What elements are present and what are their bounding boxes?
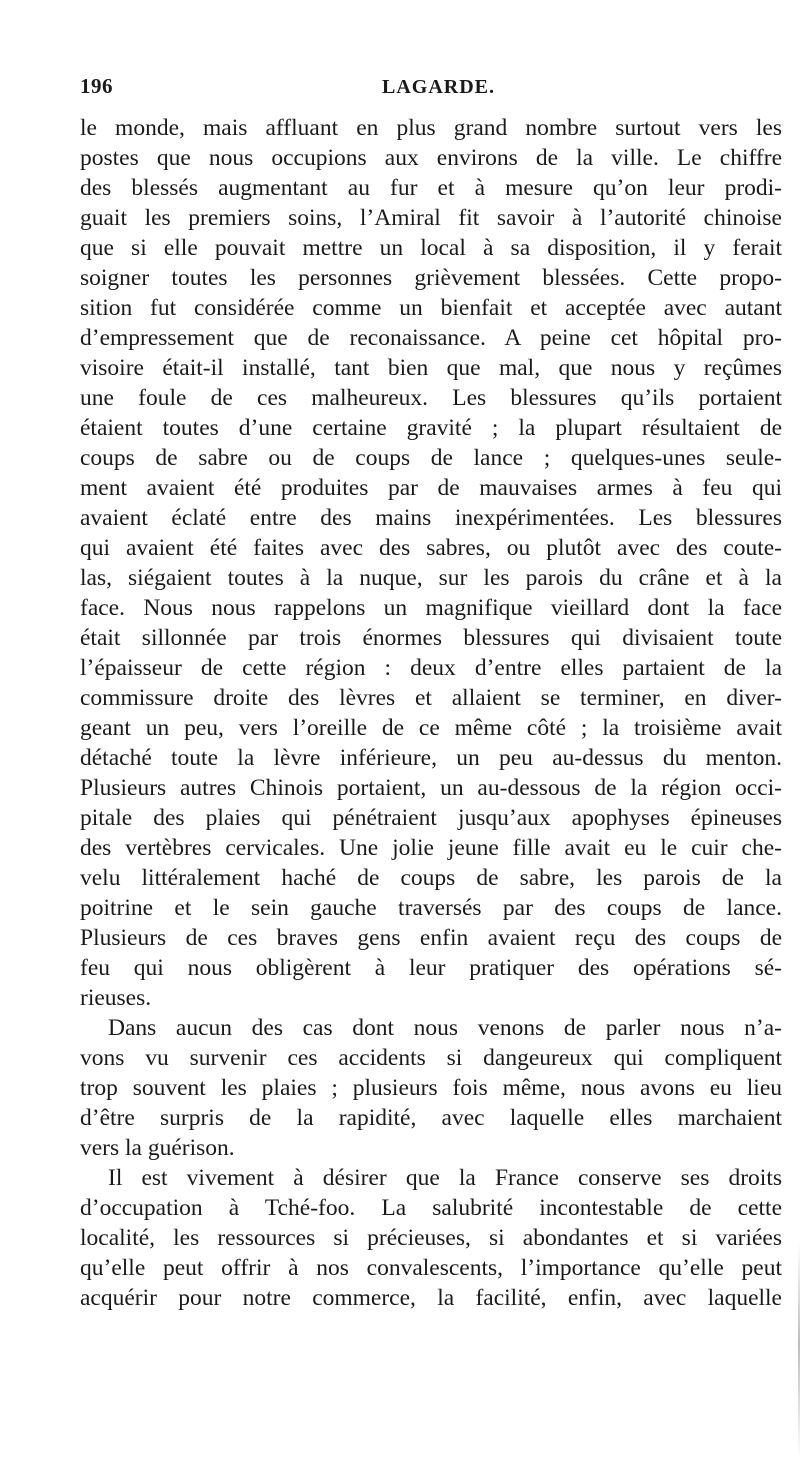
text-line: étaient toutes d’une certaine gravité ; la plupart résultaient de bbox=[80, 415, 782, 441]
body-text bbox=[80, 113, 782, 1313]
text-line: qui avaient été faites avec des sabres, ou plutôt avec des coute- bbox=[80, 535, 782, 561]
text-line: ment avaient été produites par de mauvaises armes à feu qui bbox=[80, 475, 782, 501]
text-line: Plusieurs de ces braves gens enfin avaient reçu des coups de bbox=[80, 925, 782, 951]
text-line: une foule de ces malheureux. Les blessures qu’ils portaient bbox=[80, 385, 782, 411]
text-line: commissure droite des lèvres et allaient se terminer, en diver- bbox=[80, 685, 782, 711]
text-line: velu littéralement haché de coups de sabre, les parois de la bbox=[80, 865, 782, 891]
text-line: localité, les ressources si précieuses, si abondantes et si variées bbox=[80, 1225, 782, 1251]
text-line: qu’elle peut offrir à nos convalescents, l’importance qu’elle peut bbox=[80, 1255, 782, 1281]
page-number: 196 bbox=[80, 74, 113, 98]
text-line: des vertèbres cervicales. Une jolie jeune fille avait eu le cuir che- bbox=[80, 835, 782, 861]
text-line: que si elle pouvait mettre un local à sa disposition, il y ferait bbox=[80, 235, 782, 261]
text-line: vers la guérison. bbox=[80, 1135, 235, 1161]
text-line: d’occupation à Tché-foo. La salubrité incontestable de cette bbox=[80, 1195, 782, 1221]
text-line: geant un peu, vers l’oreille de ce même côté ; la troisième avait bbox=[80, 715, 782, 741]
text-line: était sillonnée par trois énormes blessures qui divisaient toute bbox=[80, 625, 782, 651]
text-line: Plusieurs autres Chinois portaient, un au-dessous de la région occi- bbox=[80, 775, 782, 801]
text-line: Dans aucun des cas dont nous venons de parler nous n’a- bbox=[108, 1015, 782, 1041]
text-line: acquérir pour notre commerce, la facilité, enfin, avec laquelle bbox=[80, 1285, 782, 1311]
text-line: d’empressement que de reconaissance. A peine cet hôpital pro- bbox=[80, 325, 782, 351]
text-line: d’être surpris de la rapidité, avec laquelle elles marchaient bbox=[80, 1105, 782, 1131]
text-line: las, siégaient toutes à la nuque, sur les parois du crâne et à la bbox=[80, 565, 782, 591]
text-line: détaché toute la lèvre inférieure, un peu au-dessus du menton. bbox=[80, 745, 782, 771]
text-line: Il est vivement à désirer que la France conserve ses droits bbox=[108, 1165, 782, 1191]
text-line: poitrine et le sein gauche traversés par des coups de lance. bbox=[80, 895, 782, 921]
page-header bbox=[80, 74, 790, 104]
text-line: l’épaisseur de cette région : deux d’entre elles partaient de la bbox=[80, 655, 782, 681]
text-line: le monde, mais affluant en plus grand nombre surtout vers les bbox=[80, 115, 782, 141]
text-line: soigner toutes les personnes grièvement blessées. Cette propo- bbox=[80, 265, 782, 291]
text-line: trop souvent les plaies ; plusieurs fois même, nous avons eu lieu bbox=[80, 1075, 782, 1101]
text-line: vons vu survenir ces accidents si dangeureux qui compliquent bbox=[80, 1045, 782, 1071]
text-line: postes que nous occupions aux environs de la ville. Le chiffre bbox=[80, 145, 782, 171]
text-line: des blessés augmentant au fur et à mesure qu’on leur prodi- bbox=[80, 175, 782, 201]
text-line: coups de sabre ou de coups de lance ; quelques-unes seule- bbox=[80, 445, 782, 471]
text-line: guait les premiers soins, l’Amiral fit savoir à l’autorité chinoise bbox=[80, 205, 782, 231]
text-line: sition fut considérée comme un bienfait et acceptée avec autant bbox=[80, 295, 782, 321]
text-line: face. Nous nous rappelons un magnifique vieillard dont la face bbox=[80, 595, 782, 621]
text-line: avaient éclaté entre des mains inexpérimentées. Les blessures bbox=[80, 505, 782, 531]
text-line: pitale des plaies qui pénétraient jusqu’aux apophyses épineuses bbox=[80, 805, 782, 831]
running-head: LAGARDE. bbox=[382, 76, 496, 98]
text-line: rieuses. bbox=[80, 985, 152, 1011]
text-line: visoire était-il installé, tant bien que mal, que nous y reçûmes bbox=[80, 355, 782, 381]
text-line: feu qui nous obligèrent à leur pratiquer des opérations sé- bbox=[80, 955, 782, 981]
